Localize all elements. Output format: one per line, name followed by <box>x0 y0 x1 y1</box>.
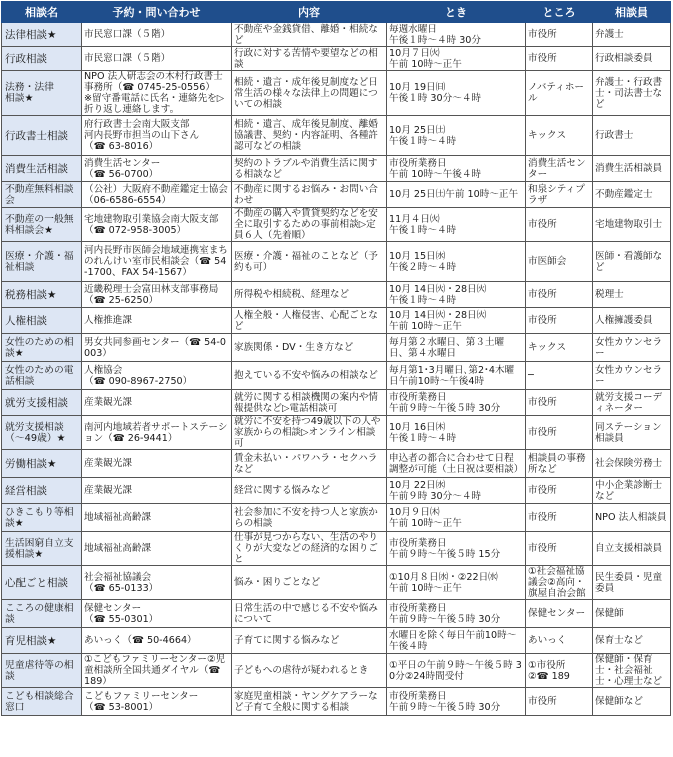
cell-name: 人権相談 <box>2 308 82 334</box>
table-row <box>2 282 671 308</box>
cell-contact: こどもファミリーセンター （☎ 53-8001） <box>82 688 232 716</box>
cell-place: 市役所 <box>526 532 593 566</box>
cell-counselor: 女性カウンセラー <box>593 334 671 362</box>
cell-time: 11月４日㈫ 午後１時～４時 <box>387 208 526 242</box>
cell-contact: 南河内地域若者サポートステーション（☎ 26-9441） <box>82 416 232 450</box>
table-row <box>2 208 671 242</box>
header-content: 内容 <box>232 2 387 23</box>
cell-time: 10月 14日㈫・28日㈫ 午前 10時～正午 <box>387 308 526 334</box>
cell-content: 経営に関する悩みなど <box>232 478 387 504</box>
cell-counselor: 保育士など <box>593 628 671 654</box>
cell-time: 10月 16日㈭ 午後１時～４時 <box>387 416 526 450</box>
cell-place: 市役所 <box>526 23 593 47</box>
cell-place: キックス <box>526 334 593 362</box>
cell-contact: ①こどもファミリーセンター②児童相談所全国共通ダイヤル（☎ 189） <box>82 654 232 688</box>
cell-contact: あいっく（☎ 50-4664） <box>82 628 232 654</box>
cell-contact: 宅地建物取引業協会南大阪支部（☎ 072-958-3005） <box>82 208 232 242</box>
cell-name: 消費生活相談 <box>2 156 82 182</box>
table-row <box>2 450 671 478</box>
cell-contact: 地域福祉高齢課 <box>82 532 232 566</box>
table-body <box>2 23 671 716</box>
cell-time: 市役所業務日 午前９時～午後５時 30分 <box>387 688 526 716</box>
cell-time: 10月 19日㈰ 午後１時 30分～４時 <box>387 71 526 116</box>
cell-contact: 産業観光課 <box>82 390 232 416</box>
cell-place: 相談員の事務所など <box>526 450 593 478</box>
cell-counselor: 弁護士 <box>593 23 671 47</box>
cell-counselor: 人権擁護委員 <box>593 308 671 334</box>
cell-name: 行政相談 <box>2 47 82 71</box>
cell-counselor: 自立支援相談員 <box>593 532 671 566</box>
cell-contact: 社会福祉協議会 （☎ 65-0133） <box>82 566 232 600</box>
cell-time: 毎月第２水曜日、第３土曜日、第４水曜日 <box>387 334 526 362</box>
cell-counselor: 消費生活相談員 <box>593 156 671 182</box>
cell-counselor: 税理士 <box>593 282 671 308</box>
cell-content: 不動産の購入や賃貸契約などを安全に取引するための事前相談▷定員６人（先着順） <box>232 208 387 242</box>
header-counselor: 相談員 <box>593 2 671 23</box>
table-header-row <box>2 2 671 23</box>
cell-name: こころの健康相談 <box>2 600 82 628</box>
cell-name: 不動産無料相談会 <box>2 182 82 208</box>
cell-content: 医療・介護・福祉のことなど（予約も可） <box>232 242 387 282</box>
cell-content: 日常生活の中で感じる不安や悩みについて <box>232 600 387 628</box>
cell-content: 子どもへの虐待が疑われるとき <box>232 654 387 688</box>
table-row <box>2 478 671 504</box>
cell-place: 市役所 <box>526 504 593 532</box>
cell-time: 市役所業務日 午前 10時～午後４時 <box>387 156 526 182</box>
cell-contact: 保健センター （☎ 55-0301） <box>82 600 232 628</box>
cell-name: 育児相談★ <box>2 628 82 654</box>
cell-content: 賃金未払い・パワハラ・セクハラなど <box>232 450 387 478</box>
cell-counselor: 社会保険労務士 <box>593 450 671 478</box>
cell-name: 法律相談★ <box>2 23 82 47</box>
cell-contact: 人権推進課 <box>82 308 232 334</box>
cell-counselor: NPO 法人相談員 <box>593 504 671 532</box>
cell-place: 市役所 <box>526 688 593 716</box>
cell-time: ①平日の午前９時～午後５時 30分②24時間受付 <box>387 654 526 688</box>
header-time: とき <box>387 2 526 23</box>
cell-time: 10月７日㈫ 午前 10時～正午 <box>387 47 526 71</box>
cell-place: あいっく <box>526 628 593 654</box>
cell-name: 就労支援相談 <box>2 390 82 416</box>
table-row <box>2 116 671 156</box>
cell-time: 市役所業務日 午前９時～午後５時 15分 <box>387 532 526 566</box>
cell-place: ─ <box>526 362 593 390</box>
table-row <box>2 334 671 362</box>
cell-contact: 府行政書士会南大阪支部 河内長野市担当の山下さん （☎ 63-8016） <box>82 116 232 156</box>
table-row <box>2 308 671 334</box>
cell-name: こども相談総合窓口 <box>2 688 82 716</box>
table-row <box>2 532 671 566</box>
cell-time: 市役所業務日 午前９時～午後５時 30分 <box>387 600 526 628</box>
cell-place: キックス <box>526 116 593 156</box>
cell-contact: 市民窓口課（５階） <box>82 23 232 47</box>
table-row <box>2 71 671 116</box>
cell-time: 10月 15日㈬ 午後２時～４時 <box>387 242 526 282</box>
cell-content: 人権全般・人権侵害、心配ごとなど <box>232 308 387 334</box>
cell-contact: 近畿税理士会富田林支部事務局（☎ 25-6250） <box>82 282 232 308</box>
cell-counselor: 行政書士 <box>593 116 671 156</box>
cell-counselor: 保健師など <box>593 688 671 716</box>
cell-time: 市役所業務日 午前９時～午後５時 30分 <box>387 390 526 416</box>
cell-place: 市役所 <box>526 308 593 334</box>
table-row <box>2 23 671 47</box>
cell-name: 就労支援相談（～49歳）★ <box>2 416 82 450</box>
table-row <box>2 600 671 628</box>
cell-content: 家族関係・DV・生き方など <box>232 334 387 362</box>
cell-content: 抱えている不安や悩みの相談など <box>232 362 387 390</box>
cell-counselor: 不動産鑑定士 <box>593 182 671 208</box>
cell-place: 市役所 <box>526 47 593 71</box>
cell-time: 毎月第1･3月曜日､第2･4木曜日午前10時～午後4時 <box>387 362 526 390</box>
table-row <box>2 390 671 416</box>
header-reservation-contact: 予約・問い合わせ <box>82 2 232 23</box>
cell-name: 医療・介護・福祉相談 <box>2 242 82 282</box>
cell-contact: 男女共同参画センター（☎ 54-0003） <box>82 334 232 362</box>
cell-contact: 産業観光課 <box>82 478 232 504</box>
cell-time: 10月 25日㈯ 午後１時～４時 <box>387 116 526 156</box>
table-row <box>2 242 671 282</box>
cell-contact: 産業観光課 <box>82 450 232 478</box>
table-row <box>2 688 671 716</box>
cell-counselor: 宅地建物取引士 <box>593 208 671 242</box>
cell-counselor: 民生委員・児童委員 <box>593 566 671 600</box>
cell-name: 女性のための電話相談 <box>2 362 82 390</box>
cell-name: 生活困窮自立支援相談★ <box>2 532 82 566</box>
cell-name: 心配ごと相談 <box>2 566 82 600</box>
cell-place: ①社会福祉協議会②高向・旗屋自治会館 <box>526 566 593 600</box>
table-row <box>2 47 671 71</box>
cell-counselor: 女性カウンセラー <box>593 362 671 390</box>
cell-content: 就労に不安を持つ49歳以下の人や家族からの相談▷オンライン相談可 <box>232 416 387 450</box>
cell-content: 社会参加に不安を持つ人と家族からの相談 <box>232 504 387 532</box>
cell-place: 消費生活センター <box>526 156 593 182</box>
header-consultation-name: 相談名 <box>2 2 82 23</box>
cell-time: 水曜日を除く毎日午前10時～午後４時 <box>387 628 526 654</box>
cell-name: 女性のための相談★ <box>2 334 82 362</box>
cell-content: 不動産や金銭貸借、離婚・相続など <box>232 23 387 47</box>
cell-content: 悩み・困りごとなど <box>232 566 387 600</box>
cell-name: 税務相談★ <box>2 282 82 308</box>
cell-time: 10月 25日㈯午前 10時～正午 <box>387 182 526 208</box>
cell-content: 行政に対する苦情や要望などの相談 <box>232 47 387 71</box>
cell-counselor: 中小企業診断士など <box>593 478 671 504</box>
cell-counselor: 就労支援コーディネーター <box>593 390 671 416</box>
cell-content: 不動産に関するお悩み・お問い合わせ <box>232 182 387 208</box>
cell-name: ひきこもり等相談★ <box>2 504 82 532</box>
cell-name: 不動産の一般無料相談会★ <box>2 208 82 242</box>
cell-time: 10月９日㈭ 午前 10時～正午 <box>387 504 526 532</box>
cell-contact: 人権協会 （☎ 090-8967-2750） <box>82 362 232 390</box>
cell-name: 労働相談★ <box>2 450 82 478</box>
cell-time: 毎週水曜日 午後１時～４時 30分 <box>387 23 526 47</box>
cell-counselor: 行政相談委員 <box>593 47 671 71</box>
cell-content: 家庭児童相談・ヤングケアラーなど子育て全般に関する相談 <box>232 688 387 716</box>
cell-counselor: 同ステーション相談員 <box>593 416 671 450</box>
cell-counselor: 弁護士・行政書士・司法書士など <box>593 71 671 116</box>
table-row <box>2 566 671 600</box>
cell-contact: NPO 法人研志会の木村行政書士事務所（☎ 0745-25-0556） ※留守番電話に氏名・連絡先を▷折り返し連絡します。 <box>82 71 232 116</box>
cell-content: 就労に関する相談機関の案内や情報提供など▷電話相談可 <box>232 390 387 416</box>
cell-contact: 市民窓口課（５階） <box>82 47 232 71</box>
table-row <box>2 182 671 208</box>
cell-content: 所得税や相続税、経理など <box>232 282 387 308</box>
cell-contact: 消費生活センター （☎ 56-0700） <box>82 156 232 182</box>
cell-place: ①市役所 ②☎ 189 <box>526 654 593 688</box>
consultation-schedule <box>1 1 670 716</box>
cell-time: 10月 14日㈫・28日㈫ 午後１時～４時 <box>387 282 526 308</box>
cell-time: ①10月８日㈬・②22日㈬ 午前 10時～正午 <box>387 566 526 600</box>
cell-name: 経営相談 <box>2 478 82 504</box>
cell-place: 市役所 <box>526 390 593 416</box>
cell-place: 保健センター <box>526 600 593 628</box>
consultation-table <box>1 1 671 716</box>
table-row <box>2 504 671 532</box>
cell-place: ノバティホール <box>526 71 593 116</box>
table-row <box>2 654 671 688</box>
table-row <box>2 628 671 654</box>
cell-contact: （公社）大阪府不動産鑑定士協会（06-6586-6554） <box>82 182 232 208</box>
cell-contact: 地域福祉高齢課 <box>82 504 232 532</box>
cell-time: 申込者の都合に合わせて日程調整が可能（土日祝は要相談） <box>387 450 526 478</box>
cell-content: 契約のトラブルや消費生活に関する相談など <box>232 156 387 182</box>
cell-contact: 河内長野市医師会地域連携室まちのれんけい室市民相談会（☎ 54-1700、FAX 54-1567） <box>82 242 232 282</box>
cell-counselor: 保健師・保育士・社会福祉士・心理士など <box>593 654 671 688</box>
cell-place: 和泉シティプラザ <box>526 182 593 208</box>
cell-content: 相続・遺言・成年後見制度など日常生活の様々な法律上の問題についての相談 <box>232 71 387 116</box>
cell-content: 相続・遺言、成年後見制度、離婚協議書、契約・内容証明、各種許認可などの相談 <box>232 116 387 156</box>
cell-place: 市役所 <box>526 416 593 450</box>
cell-time: 10月 22日㈬ 午前９時 30分～４時 <box>387 478 526 504</box>
cell-counselor: 保健師 <box>593 600 671 628</box>
cell-content: 子育てに関する悩みなど <box>232 628 387 654</box>
table-row <box>2 156 671 182</box>
cell-name: 法務・法律 相談★ <box>2 71 82 116</box>
cell-place: 市役所 <box>526 282 593 308</box>
cell-content: 仕事が見つからない、生活のやりくりが大変などの経済的な困りごと <box>232 532 387 566</box>
cell-name: 児童虐待等の相談 <box>2 654 82 688</box>
header-place: ところ <box>526 2 593 23</box>
table-row <box>2 362 671 390</box>
cell-place: 市役所 <box>526 478 593 504</box>
cell-place: 市医師会 <box>526 242 593 282</box>
cell-place: 市役所 <box>526 208 593 242</box>
cell-name: 行政書士相談 <box>2 116 82 156</box>
cell-counselor: 医師・看護師など <box>593 242 671 282</box>
table-row <box>2 416 671 450</box>
